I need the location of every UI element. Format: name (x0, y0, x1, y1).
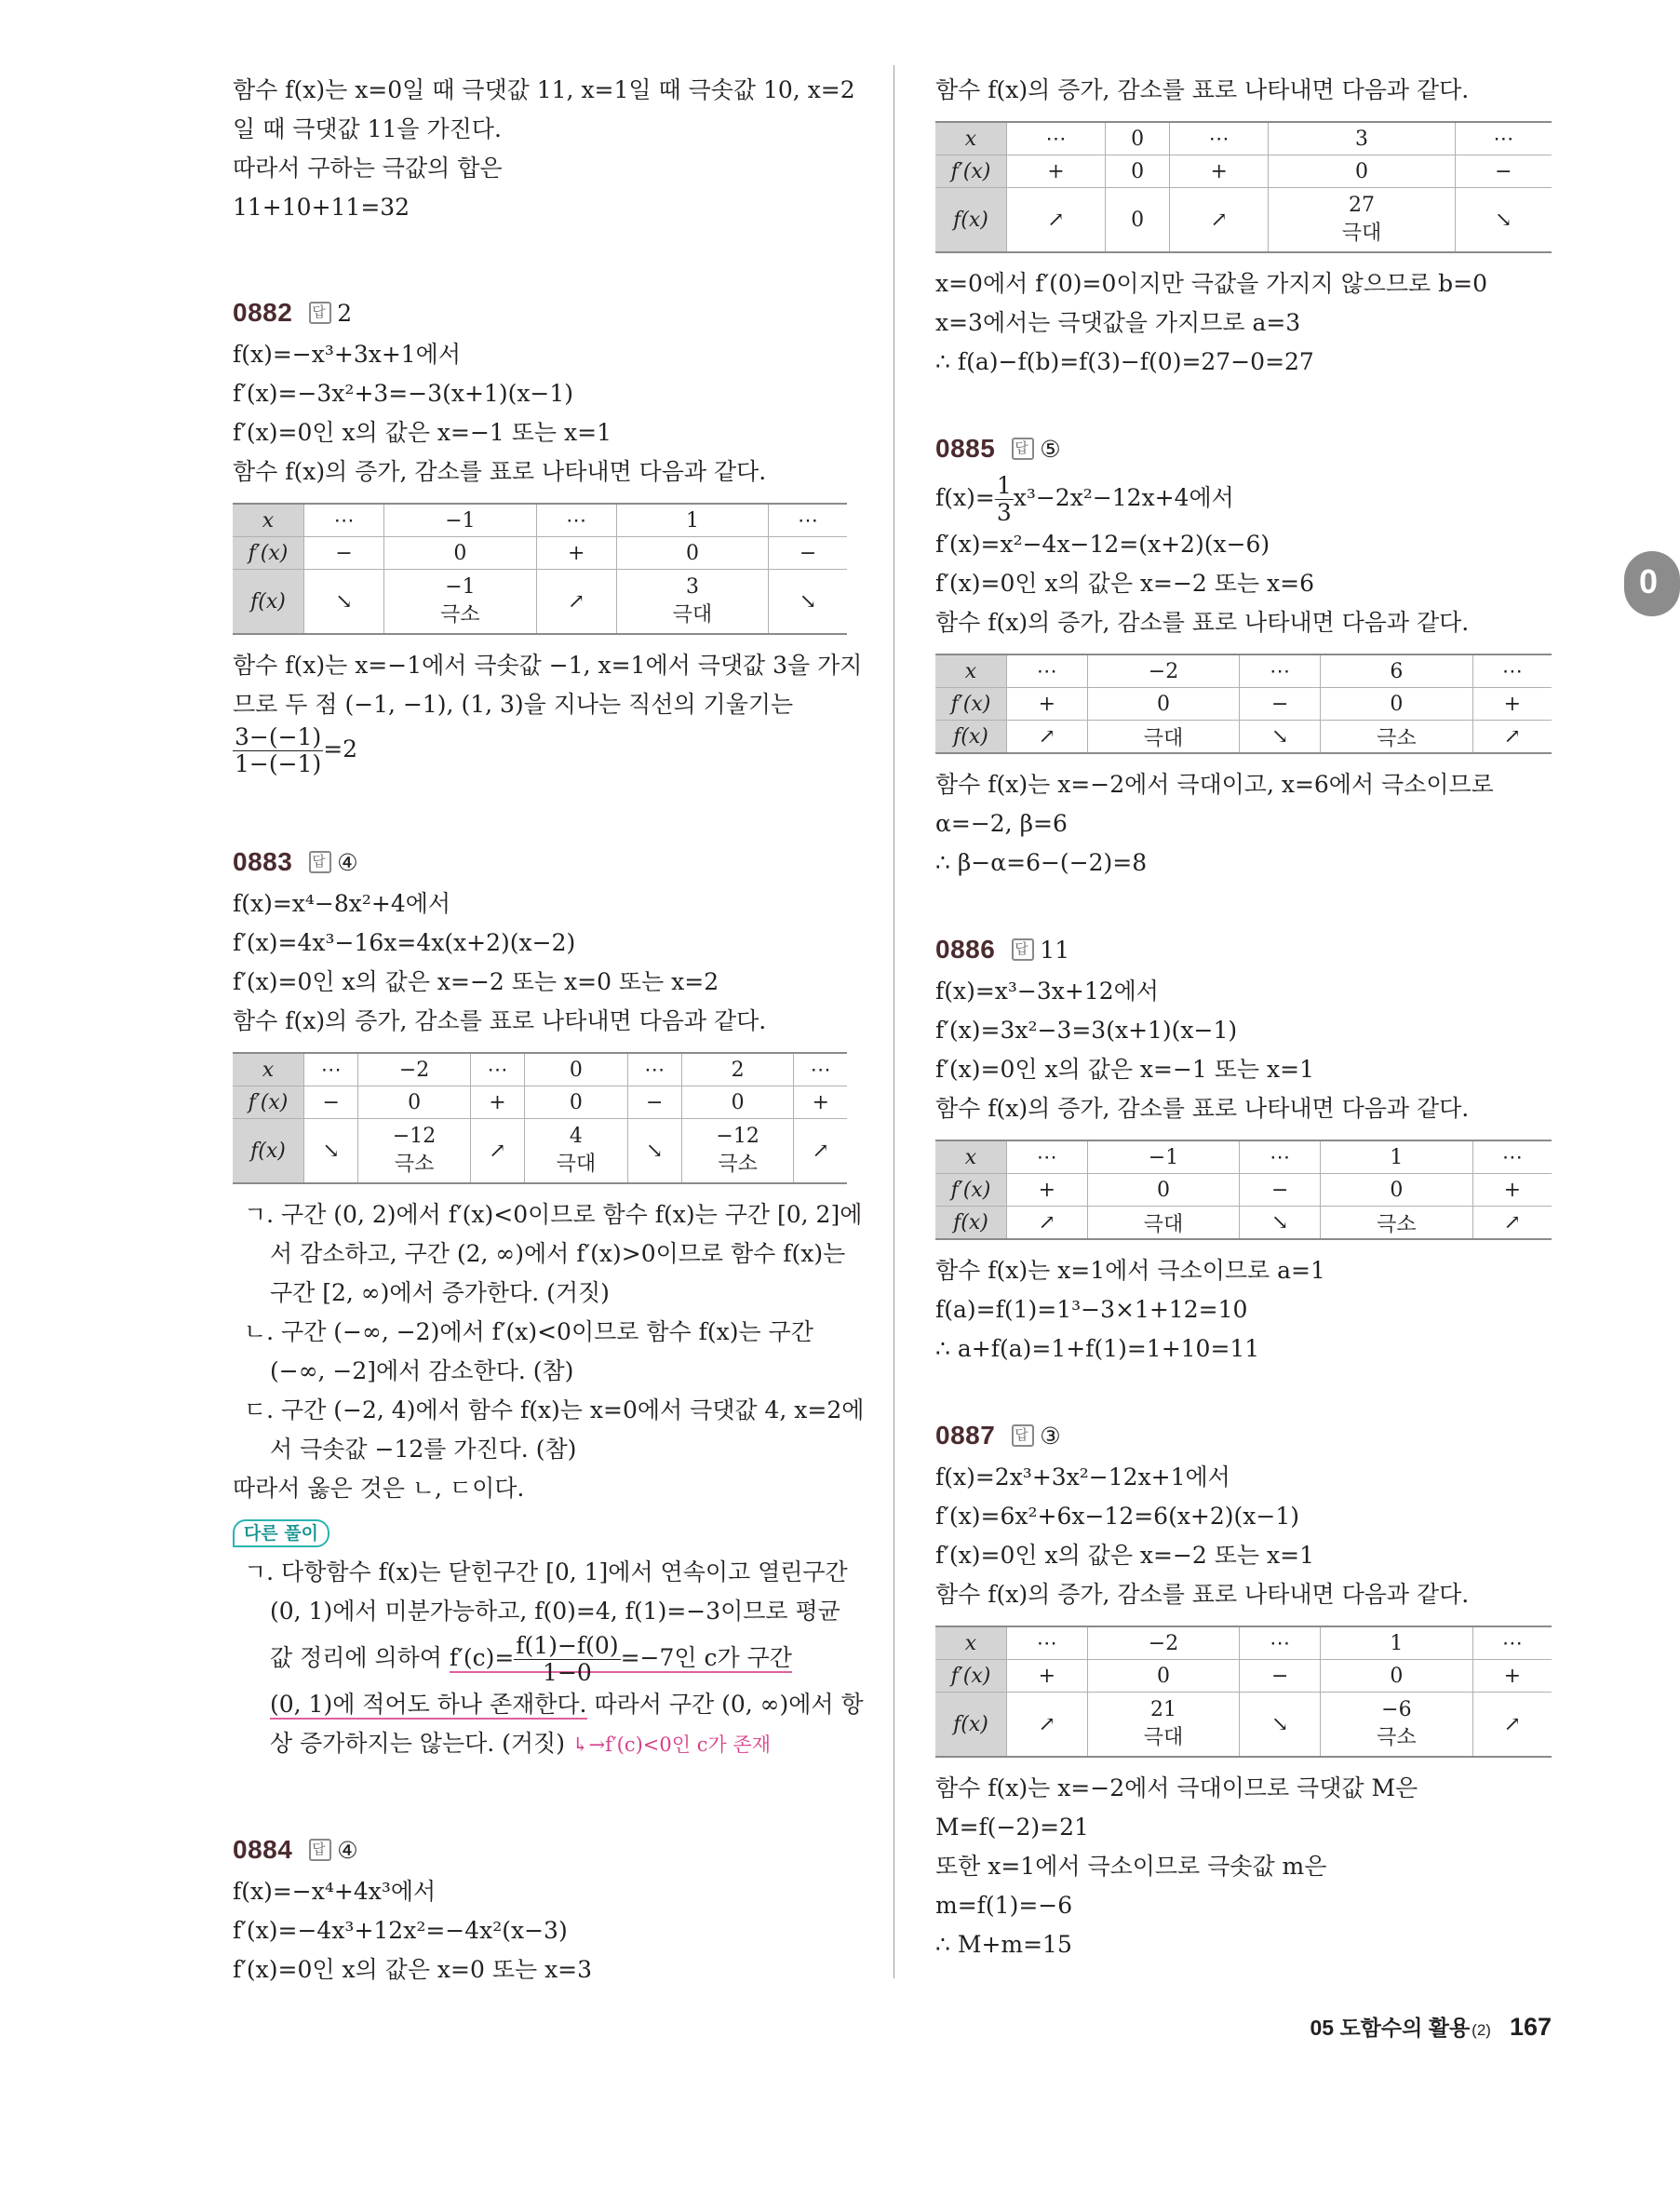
problem-header (233, 842, 847, 883)
text-line: f′(x)=−4x³+12x²=−4x²(x−3) (233, 1917, 568, 1944)
text-line: 함수 f(x)의 증가, 감소를 표로 나타내면 다음과 같다. (935, 1095, 1470, 1122)
text-line: 서 극솟값 −12를 가진다. (참) (270, 1436, 577, 1463)
cell-value: −12 (392, 1125, 437, 1148)
table-cell: ↗ (1007, 1693, 1088, 1758)
table-cell: + (536, 537, 616, 570)
table-cell: ↗ (1170, 188, 1269, 253)
table-cell: 1 (1320, 1140, 1472, 1174)
table-cell: 0 (384, 537, 536, 570)
text-line (233, 1685, 864, 1724)
answer-value: ③ (1040, 1422, 1061, 1450)
table-cell: 0 (1106, 188, 1170, 253)
text-line: 함수 f(x)는 x=−2에서 극대이고, x=6에서 극소이므로 (935, 771, 1494, 798)
table-cell: 0 (681, 1086, 793, 1119)
table-cell: 0 (1320, 688, 1472, 721)
chapter-subtitle: (2) (1472, 2021, 1491, 2039)
cell-value: 3 (685, 575, 699, 599)
table-cell: ⋯ (470, 1053, 524, 1086)
table-cell: + (1007, 1174, 1088, 1207)
table-cell: −2 (1087, 654, 1240, 688)
problem-header (233, 292, 847, 333)
answer-icon (1012, 438, 1034, 460)
table-row-x (233, 1053, 847, 1086)
table-cell: 극대 (1087, 721, 1240, 754)
text-line: ∴ f(a)−f(b)=f(3)−f(0)=27−0=27 (935, 348, 1314, 375)
table-cell: + (1472, 1174, 1552, 1207)
problem-number: 0884 (233, 1835, 293, 1864)
text-line: 함수 f(x)는 x=−1에서 극솟값 −1, x=1에서 극댓값 3을 가지 (233, 652, 863, 679)
cell-label: 극대 (556, 1153, 597, 1176)
table-cell: ↗ (1472, 1207, 1552, 1240)
table-cell (1269, 188, 1456, 253)
table-cell: ↗ (470, 1119, 524, 1184)
cell-value: 27 (1348, 194, 1375, 217)
text-line: m=f(1)=−6 (935, 1892, 1073, 1919)
text-line: ㄱ. 다항함수 f(x)는 닫힌구간 [0, 1]에서 연속이고 열린구간 (244, 1558, 848, 1585)
page-number: 167 (1509, 2013, 1552, 2041)
table-cell: ↘ (1240, 721, 1321, 754)
table-cell: + (1007, 1660, 1088, 1693)
alternative-solution (233, 1553, 864, 1764)
table-row-fprime (935, 155, 1552, 188)
table-row-x (935, 122, 1552, 155)
left-column (233, 71, 865, 1990)
table-cell: 극소 (1320, 721, 1472, 754)
table-cell: ↘ (304, 570, 384, 635)
text-line: ∴ a+f(a)=1+f(1)=1+10=11 (935, 1335, 1260, 1362)
text-line: M=f(−2)=21 (935, 1814, 1089, 1841)
answer-value: ④ (337, 1836, 358, 1864)
text-line: ㄷ. 구간 (−2, 4)에서 함수 f(x)는 x=0에서 극댓값 4, x=2에 (244, 1396, 865, 1423)
fraction-result: =2 (323, 735, 358, 762)
chapter-edge-tab (1624, 551, 1680, 616)
text-line: f(x)=2x³+3x²−12x+1에서 (935, 1464, 1230, 1491)
table-cell: 0 (525, 1053, 627, 1086)
cell-label: 극소 (718, 1153, 758, 1176)
table-cell: 0 (616, 537, 768, 570)
underlined-span (449, 1632, 792, 1686)
table-cell: ↗ (1007, 1207, 1088, 1240)
problem-0887 (935, 1415, 1552, 1964)
table-cell: ↗ (1472, 721, 1552, 754)
table-cell (681, 1119, 793, 1184)
variation-table (935, 1626, 1552, 1758)
table-cell: + (1170, 155, 1269, 188)
table-cell: ⋯ (1472, 654, 1552, 688)
text-line: x=0에서 f′(0)=0이지만 극값을 가지지 않으므로 b=0 (935, 270, 1487, 297)
table-cell: 6 (1320, 654, 1472, 688)
problem-header (935, 428, 1552, 469)
table-cell: x (935, 122, 1007, 155)
table-cell: ↘ (1455, 188, 1552, 253)
problem-number: 0885 (935, 434, 996, 463)
table-cell: + (1007, 688, 1088, 721)
table-cell (616, 570, 768, 635)
text-line: 구간 [2, ∞)에서 증가한다. (거짓) (270, 1279, 610, 1306)
text-line: α=−2, β=6 (935, 810, 1068, 837)
text-line: f′(x)=0인 x의 값은 x=−2 또는 x=6 (935, 570, 1314, 597)
table-cell: −1 (384, 504, 536, 537)
table-cell: ⋯ (1170, 122, 1269, 155)
table-cell: f(x) (233, 570, 304, 635)
table-row-f (233, 1119, 847, 1184)
table-row-fprime (935, 1174, 1552, 1207)
text-line: x=3에서는 극댓값을 가지므로 a=3 (935, 309, 1301, 336)
table-cell: ↗ (794, 1119, 847, 1184)
variation-table (935, 1140, 1552, 1240)
table-row-f (935, 1693, 1552, 1758)
table-cell: x (935, 1626, 1007, 1660)
text-span: 따라서 구간 (0, ∞)에서 항 (586, 1691, 864, 1718)
table-row-f (935, 1207, 1552, 1240)
text-line: 므로 두 점 (−1, −1), (1, 3)을 지나는 직선의 기울기는 (233, 691, 794, 718)
arrow-icon: ↳→ (571, 1734, 606, 1756)
text-span: =−7인 c가 구간 (620, 1644, 792, 1671)
table-cell: − (627, 1086, 681, 1119)
table-cell: −2 (358, 1053, 470, 1086)
table-cell: ⋯ (1240, 1626, 1321, 1660)
table-cell: f(x) (935, 1693, 1007, 1758)
text-line: 함수 f(x)의 증가, 감소를 표로 나타내면 다음과 같다. (233, 458, 767, 485)
text-line: f(x)=−x³+3x+1에서 (233, 341, 461, 368)
text-line: f′(x)=6x²+6x−12=6(x+2)(x−1) (935, 1503, 1299, 1530)
table-cell: ⋯ (794, 1053, 847, 1086)
variation-table (935, 654, 1552, 754)
table-row-fprime (935, 688, 1552, 721)
table-cell: ↗ (1007, 188, 1106, 253)
underlined-span: (0, 1)에 적어도 하나 존재한다. (270, 1691, 587, 1718)
table-cell: x (233, 1053, 304, 1086)
variation-table (233, 503, 847, 635)
table-cell (525, 1119, 627, 1184)
table-cell: ↗ (1007, 721, 1088, 754)
table-cell (384, 570, 536, 635)
table-cell: ⋯ (1007, 1140, 1088, 1174)
cell-value: −6 (1381, 1698, 1412, 1721)
table-cell: 1 (616, 504, 768, 537)
text-line: ∴ M+m=15 (935, 1931, 1072, 1958)
table-cell: ⋯ (1007, 1626, 1088, 1660)
table-cell: − (1455, 155, 1552, 188)
table-cell: ⋯ (1007, 654, 1088, 688)
table-row-x (935, 1626, 1552, 1660)
text-line: ㄱ. 구간 (0, 2)에서 f′(x)<0이므로 함수 f(x)는 구간 [0, 2]에 (244, 1201, 863, 1228)
fraction-numerator: 3−(−1) (235, 723, 322, 750)
text-line: f′(x)=0인 x의 값은 x=−2 또는 x=0 또는 x=2 (233, 968, 719, 995)
problem-0886 (935, 929, 1552, 1369)
table-cell: ⋯ (304, 504, 384, 537)
cell-label: 극소 (440, 603, 480, 627)
answer-icon (1012, 938, 1034, 961)
fraction-denominator: 3 (996, 499, 1012, 526)
table-cell: + (1472, 688, 1552, 721)
text-line: f′(x)=0인 x의 값은 x=−1 또는 x=1 (233, 419, 612, 446)
text-line: f′(x)=0인 x의 값은 x=−1 또는 x=1 (935, 1056, 1314, 1083)
fraction-denominator: 1−0 (543, 1659, 592, 1686)
table-cell: 0 (1269, 155, 1456, 188)
fraction (514, 1633, 620, 1686)
problem-header (233, 1829, 847, 1870)
problem-0882 (233, 292, 863, 777)
problem-0884 (233, 1829, 847, 1990)
text-span: f′(c)= (449, 1644, 515, 1671)
table-row-f (935, 188, 1552, 253)
table-row-fprime (233, 537, 847, 570)
problem-number: 0882 (233, 298, 293, 327)
text-line: f′(x)=0인 x의 값은 x=−2 또는 x=1 (935, 1542, 1314, 1569)
text-line: f′(x)=3x²−3=3(x+1)(x−1) (935, 1017, 1238, 1044)
table-cell: f(x) (233, 1119, 304, 1184)
text-line: 서 감소하고, 구간 (2, ∞)에서 f′(x)>0이므로 함수 f(x)는 (270, 1240, 846, 1267)
text-line: f(x)=x³−3x+12에서 (935, 978, 1159, 1005)
text-line: (−∞, −2]에서 감소한다. (참) (270, 1357, 574, 1384)
table-cell: 0 (1320, 1174, 1472, 1207)
text-line: 함수 f(x)의 증가, 감소를 표로 나타내면 다음과 같다. (935, 1581, 1470, 1608)
table-cell: − (304, 537, 384, 570)
answer-icon (309, 1839, 331, 1861)
table-cell: ↘ (769, 570, 847, 635)
table-cell: f′(x) (935, 1174, 1007, 1207)
table-cell: ⋯ (536, 504, 616, 537)
table-cell: 0 (1087, 1660, 1240, 1693)
cell-value: −1 (445, 575, 476, 599)
text-line: f(a)=f(1)=1³−3×1+12=10 (935, 1296, 1248, 1323)
text-line (233, 1724, 847, 1764)
answer-icon (1012, 1424, 1034, 1447)
table-row-fprime (233, 1086, 847, 1119)
table-cell: 0 (1087, 1174, 1240, 1207)
chapter-edge-tab-label: 0 (1639, 562, 1659, 600)
table-cell: ⋯ (1240, 1140, 1321, 1174)
text-line (233, 1631, 847, 1685)
variation-table (233, 1052, 847, 1184)
table-cell (1087, 1693, 1240, 1758)
table-cell: − (1240, 688, 1321, 721)
cell-label: 극소 (394, 1153, 435, 1176)
table-cell: f(x) (935, 721, 1007, 754)
text-line: 11+10+11=32 (233, 194, 410, 221)
text-line: f(x)=−x⁴+4x³에서 (233, 1878, 437, 1905)
table-row-f (935, 721, 1552, 754)
answer-value: ④ (337, 848, 358, 876)
text-line: 함수 f(x)는 x=−2에서 극대이므로 극댓값 M은 (935, 1774, 1418, 1801)
cell-label: 극대 (1341, 222, 1382, 245)
cell-value: 21 (1149, 1698, 1176, 1721)
cell-label: 극소 (1377, 1726, 1417, 1749)
table-cell: 0 (1320, 1660, 1472, 1693)
note-text: f′(c)<0인 c가 존재 (605, 1734, 772, 1756)
table-cell: ⋯ (627, 1053, 681, 1086)
problem-0883 (233, 842, 865, 1764)
problem-number: 0886 (935, 935, 996, 964)
table-cell: f′(x) (233, 1086, 304, 1119)
text-line: ∴ β−α=6−(−2)=8 (935, 849, 1148, 876)
text-line: 일 때 극댓값 11을 가진다. (233, 115, 502, 142)
answer-icon (309, 302, 331, 324)
cell-value: −12 (716, 1125, 759, 1148)
table-cell: ↘ (627, 1119, 681, 1184)
cell-label: 극대 (1143, 1726, 1184, 1749)
right-column (935, 71, 1552, 1964)
table-cell: f′(x) (233, 537, 304, 570)
answer-icon (309, 851, 331, 873)
table-cell: ⋯ (1472, 1626, 1552, 1660)
table-cell: −2 (1087, 1626, 1240, 1660)
text-line: 따라서 옳은 것은 ㄴ, ㄷ이다. (233, 1475, 525, 1502)
table-cell: 0 (1087, 688, 1240, 721)
table-row-x (935, 1140, 1552, 1174)
chapter-title: 05 도함수의 활용 (1310, 2016, 1471, 2040)
table-row-x (233, 504, 847, 537)
text-line: f′(x)=0인 x의 값은 x=0 또는 x=3 (233, 1956, 593, 1983)
fraction (995, 473, 1014, 526)
problem-header (935, 929, 1552, 970)
table-row-fprime (935, 1660, 1552, 1693)
page-footer (1310, 2011, 1552, 2042)
problem-number: 0887 (935, 1421, 996, 1450)
table-cell: + (1007, 155, 1106, 188)
table-row-x (935, 654, 1552, 688)
text-line: f(x)=x⁴−8x²+4에서 (233, 890, 451, 917)
continuation-0884 (935, 71, 1552, 382)
table-cell: ↗ (1472, 1693, 1552, 1758)
text-line: 함수 f(x)의 증가, 감소를 표로 나타내면 다음과 같다. (935, 609, 1470, 636)
text-line: f′(x)=−3x²+3=−3(x+1)(x−1) (233, 380, 574, 407)
table-cell: x (233, 504, 304, 537)
fraction (233, 724, 323, 777)
fraction-line (233, 724, 847, 776)
table-cell: 0 (525, 1086, 627, 1119)
table-cell: 1 (1320, 1626, 1472, 1660)
table-cell: f′(x) (935, 1660, 1007, 1693)
table-cell: 0 (1106, 155, 1170, 188)
fraction-numerator: f(1)−f(0) (516, 1632, 619, 1659)
problem-0885 (935, 428, 1552, 883)
text-line: ㄴ. 구간 (−∞, −2)에서 f′(x)<0이므로 함수 f(x)는 구간 (244, 1318, 813, 1345)
text-line: 따라서 구하는 극값의 합은 (233, 155, 503, 182)
fraction-numerator: 1 (996, 472, 1012, 499)
table-cell: 0 (1106, 122, 1170, 155)
table-cell: − (769, 537, 847, 570)
table-cell: + (470, 1086, 524, 1119)
table-cell: x (935, 1140, 1007, 1174)
table-cell: ⋯ (1455, 122, 1552, 155)
text-line: 함수 f(x)의 증가, 감소를 표로 나타내면 다음과 같다. (233, 1007, 767, 1034)
table-cell: + (1472, 1660, 1552, 1693)
text-line: 함수 f(x)는 x=1에서 극소이므로 a=1 (935, 1257, 1325, 1284)
table-cell: ↘ (1240, 1693, 1321, 1758)
table-cell: ⋯ (304, 1053, 358, 1086)
answer-value: ⑤ (1040, 435, 1061, 463)
table-cell: ⋯ (1472, 1140, 1552, 1174)
table-cell: ↘ (304, 1119, 358, 1184)
table-row-f (233, 570, 847, 635)
table-cell: x (935, 654, 1007, 688)
table-cell: 극대 (1087, 1207, 1240, 1240)
text-span: 상 증가하지는 않는다. (거짓) (270, 1730, 565, 1757)
table-cell: 3 (1269, 122, 1456, 155)
table-cell: ↘ (1240, 1207, 1321, 1240)
text-span: f(x)= (935, 484, 995, 511)
fraction-denominator: 1−(−1) (235, 750, 322, 777)
table-cell: − (304, 1086, 358, 1119)
table-cell: 2 (681, 1053, 793, 1086)
table-cell: f(x) (935, 1207, 1007, 1240)
cell-value: 4 (569, 1125, 583, 1148)
text-line (935, 471, 1552, 525)
table-cell (358, 1119, 470, 1184)
table-cell: − (1240, 1660, 1321, 1693)
table-cell: f′(x) (935, 688, 1007, 721)
text-line: (0, 1)에서 미분가능하고, f(0)=4, f(1)=−3이므로 평균 (270, 1598, 840, 1625)
problem-number: 0883 (233, 847, 293, 876)
table-cell: − (1240, 1174, 1321, 1207)
table-cell: f(x) (935, 188, 1007, 253)
text-span: 값 정리에 의하여 (270, 1644, 442, 1671)
text-line: 또한 x=1에서 극소이므로 극솟값 m은 (935, 1853, 1327, 1880)
variation-table (935, 121, 1552, 253)
text-line: f′(x)=4x³−16x=4x(x+2)(x−2) (233, 929, 576, 956)
table-cell: ⋯ (1007, 122, 1106, 155)
text-span: x³−2x²−12x+4에서 (1013, 484, 1234, 511)
text-line: 함수 f(x)는 x=0일 때 극댓값 11, x=1일 때 극솟값 10, x=2 (233, 76, 855, 103)
answer-value: 11 (1040, 936, 1070, 964)
table-cell: 극소 (1320, 1207, 1472, 1240)
text-line: f′(x)=x²−4x−12=(x+2)(x−6) (935, 531, 1270, 558)
cell-label: 극대 (672, 603, 713, 627)
alternative-solution-badge: 다른 풀이 (233, 1519, 329, 1547)
table-cell: + (794, 1086, 847, 1119)
table-cell: −1 (1087, 1140, 1240, 1174)
text-line: 함수 f(x)의 증가, 감소를 표로 나타내면 다음과 같다. (935, 76, 1470, 103)
problem-header (935, 1415, 1552, 1456)
intro-block (233, 71, 855, 227)
table-cell (1320, 1693, 1472, 1758)
table-cell: f′(x) (935, 155, 1007, 188)
answer-value: 2 (337, 299, 353, 327)
table-cell: ⋯ (769, 504, 847, 537)
table-cell: 0 (358, 1086, 470, 1119)
table-cell: ↗ (536, 570, 616, 635)
arrow-note (572, 1734, 771, 1756)
table-cell: ⋯ (1240, 654, 1321, 688)
